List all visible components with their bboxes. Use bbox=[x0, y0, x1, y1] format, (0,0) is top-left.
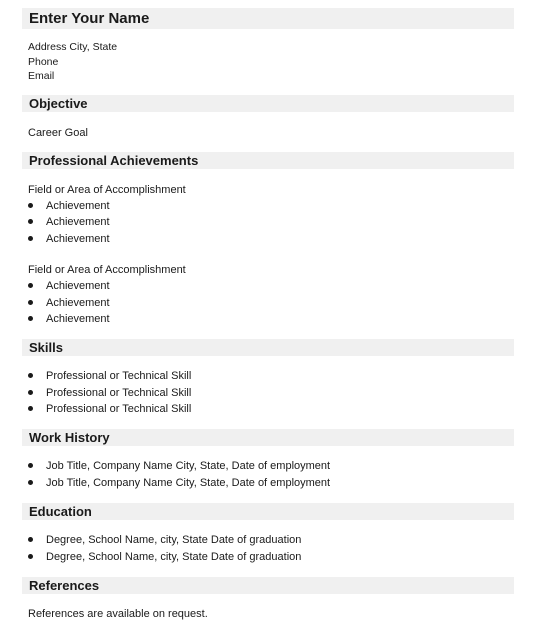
work-history-item bbox=[28, 459, 448, 473]
skill-label: Professional or Technical Skill bbox=[46, 387, 192, 399]
skill-item bbox=[28, 386, 448, 400]
objective-text: Career Goal bbox=[28, 127, 88, 139]
bullet-dot bbox=[28, 463, 33, 468]
work-history-heading-bar bbox=[22, 429, 514, 446]
skills-heading: Skills bbox=[29, 340, 63, 355]
bullet-dot bbox=[28, 480, 33, 485]
achievement-label: Achievement bbox=[46, 200, 110, 212]
achievement-item bbox=[28, 312, 448, 326]
bullet-dot bbox=[28, 300, 33, 305]
references-text: References are available on request. bbox=[28, 608, 208, 620]
bullet-dot bbox=[28, 219, 33, 224]
work-history-heading: Work History bbox=[29, 430, 110, 445]
skill-item bbox=[28, 402, 448, 416]
achievement-item bbox=[28, 215, 448, 229]
work-history-label: Job Title, Company Name City, State, Date of employment bbox=[46, 460, 331, 472]
references-heading-bar bbox=[22, 577, 514, 594]
objective-heading: Objective bbox=[29, 96, 88, 111]
skill-item bbox=[28, 369, 448, 383]
bullet-dot bbox=[28, 316, 33, 321]
skills-heading-bar bbox=[22, 339, 514, 356]
achievement-label: Achievement bbox=[46, 313, 110, 325]
bullet-dot bbox=[28, 373, 33, 378]
bullet-dot bbox=[28, 236, 33, 241]
achievement-label: Achievement bbox=[46, 280, 110, 292]
bullet-dot bbox=[28, 537, 33, 542]
skill-label: Professional or Technical Skill bbox=[46, 370, 192, 382]
work-history-item bbox=[28, 476, 448, 490]
achievement-label: Achievement bbox=[46, 297, 110, 309]
achievement-label: Achievement bbox=[46, 216, 110, 228]
phone-line: Phone bbox=[28, 56, 59, 68]
bullet-dot bbox=[28, 390, 33, 395]
resume-name: Enter Your Name bbox=[29, 10, 150, 27]
name-header-bar bbox=[22, 8, 514, 29]
bullet-dot bbox=[28, 406, 33, 411]
achievements-heading-bar bbox=[22, 152, 514, 169]
education-heading: Education bbox=[29, 504, 92, 519]
education-heading-bar bbox=[22, 503, 514, 520]
education-label: Degree, School Name, city, State Date of graduation bbox=[46, 551, 302, 563]
bullet-dot bbox=[28, 554, 33, 559]
references-heading: References bbox=[29, 578, 100, 593]
work-history-label: Job Title, Company Name City, State, Date of employment bbox=[46, 477, 331, 489]
achievement-item bbox=[28, 232, 448, 246]
education-label: Degree, School Name, city, State Date of graduation bbox=[46, 534, 302, 546]
achievement-field: Field or Area of Accomplishment bbox=[28, 264, 186, 276]
achievement-field: Field or Area of Accomplishment bbox=[28, 184, 186, 196]
bullet-dot bbox=[28, 283, 33, 288]
achievement-label: Achievement bbox=[46, 233, 110, 245]
achievement-item bbox=[28, 199, 448, 213]
achievement-item bbox=[28, 279, 448, 293]
bullet-dot bbox=[28, 203, 33, 208]
address-line: Address City, State bbox=[28, 41, 118, 53]
achievement-item bbox=[28, 296, 448, 310]
email-line: Email bbox=[28, 70, 55, 82]
objective-heading-bar bbox=[22, 95, 514, 112]
education-item bbox=[28, 533, 448, 547]
education-item bbox=[28, 550, 448, 564]
achievements-heading: Professional Achievements bbox=[29, 153, 199, 168]
skill-label: Professional or Technical Skill bbox=[46, 403, 192, 415]
